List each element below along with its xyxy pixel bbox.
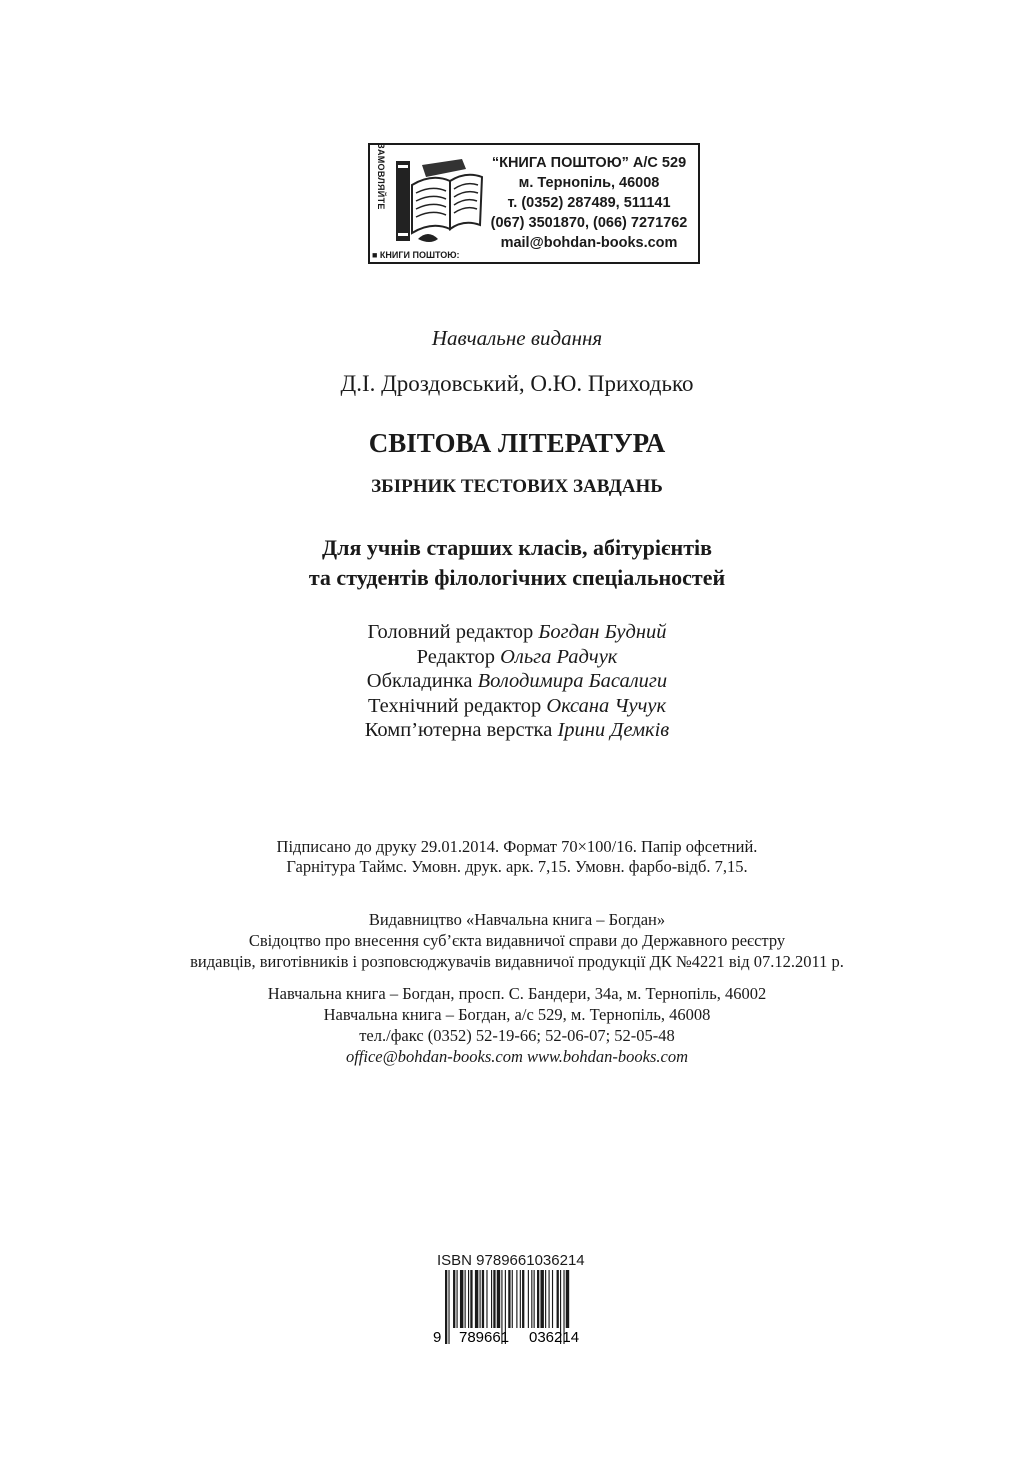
stamp-line: mail@bohdan-books.com bbox=[500, 235, 678, 251]
barcode-bar bbox=[493, 1270, 495, 1328]
stamp-bottom-text: ■ КНИГИ ПОШТОЮ: bbox=[372, 250, 460, 260]
barcode-bar bbox=[460, 1270, 463, 1328]
barcode-bar bbox=[468, 1270, 469, 1328]
credit-name: Ірини Демків bbox=[557, 719, 670, 741]
stamp-line: (067) 3501870, (066) 7271762 bbox=[490, 215, 688, 231]
barcode-bar bbox=[453, 1270, 455, 1328]
authors: Д.І. Дроздовський, О.Ю. Приходько bbox=[340, 371, 694, 396]
publisher-address bbox=[0, 983, 1034, 1067]
barcode-bar bbox=[508, 1270, 510, 1328]
publisher-line: Свідоцтво про внесення суб’єкта видавничої справи до Державного реєстру bbox=[248, 931, 786, 950]
barcode-bar bbox=[475, 1270, 478, 1328]
audience-line: Для учнів старших класів, абітурієнтів bbox=[321, 535, 713, 560]
credit-role: Редактор bbox=[416, 645, 495, 668]
isbn-label: ISBN 9789661036214 bbox=[437, 1252, 585, 1269]
stamp-line: м. Тернопіль, 46008 bbox=[518, 175, 660, 191]
credit-name: Ольга Радчук bbox=[500, 645, 618, 668]
barcode-bar bbox=[486, 1270, 487, 1328]
barcode-bar bbox=[512, 1270, 513, 1328]
book-subtitle: ЗБІРНИК ТЕСТОВИХ ЗАВДАНЬ bbox=[371, 476, 663, 497]
barcode-bar bbox=[497, 1270, 500, 1328]
barcode-digits-right: 036214 bbox=[529, 1329, 580, 1346]
credit-line bbox=[0, 694, 1034, 719]
barcode-digits-left: 789661 bbox=[459, 1329, 510, 1346]
target-audience bbox=[0, 533, 1034, 593]
credit-line bbox=[0, 718, 1034, 743]
stamp-side-text: ЗАМОВЛЯЙТЕ bbox=[376, 143, 386, 210]
barcode-bar bbox=[522, 1270, 524, 1328]
stamp-line: т. (0352) 287489, 511141 bbox=[507, 195, 671, 211]
address-line: Навчальна книга – Богдан, просп. С. Бандери, 34а, м. Тернопіль, 46002 bbox=[267, 984, 767, 1003]
print-info-line: Підписано до друку 29.01.2014. Формат 70×100/16. Папір офсетний. bbox=[276, 837, 758, 856]
barcode-bar bbox=[457, 1270, 458, 1328]
publisher-info bbox=[0, 909, 1034, 972]
stamp-contact-lines bbox=[480, 153, 698, 253]
credit-role: Головний редактор bbox=[367, 621, 534, 643]
barcode-bar bbox=[528, 1270, 529, 1328]
print-info-line: Гарнітура Таймс. Умовн. друк. арк. 7,15. Умовн. фарбо-відб. 7,15. bbox=[286, 857, 748, 876]
credit-line bbox=[0, 669, 1034, 694]
print-info bbox=[0, 837, 1034, 877]
barcode-bar bbox=[482, 1270, 484, 1328]
stamp-side-strip bbox=[370, 145, 392, 262]
barcode-bar bbox=[470, 1270, 472, 1328]
barcode-bar bbox=[480, 1270, 481, 1328]
address-line: Навчальна книга – Богдан, а/с 529, м. Тернопіль, 46008 bbox=[323, 1005, 711, 1024]
credit-name: Оксана Чучук bbox=[546, 694, 667, 717]
credit-line bbox=[0, 620, 1034, 645]
publisher-line: видавців, виготівників і розповсюджувачів видавничої продукції ДК №4221 від 07.12.2011 р. bbox=[190, 952, 844, 971]
edition-type: Навчальне видання bbox=[431, 326, 603, 350]
barcode-bar bbox=[557, 1270, 559, 1328]
publisher-line: Видавництво «Навчальна книга – Богдан» bbox=[368, 910, 666, 929]
address-line: тел./факс (0352) 52-19-66; 52-06-07; 52-05-48 bbox=[359, 1026, 675, 1045]
barcode-bar bbox=[531, 1270, 532, 1328]
barcode-bar bbox=[516, 1270, 517, 1328]
barcode-bar bbox=[566, 1270, 569, 1328]
book-title: СВІТОВА ЛІТЕРАТУРА bbox=[368, 428, 666, 458]
barcode-bar bbox=[491, 1270, 492, 1328]
barcode-bar bbox=[540, 1270, 543, 1328]
credit-role: Технічний редактор bbox=[367, 694, 542, 717]
barcode-bar bbox=[448, 1270, 449, 1344]
barcode-bar bbox=[549, 1270, 550, 1328]
barcode bbox=[429, 1270, 605, 1346]
credits bbox=[0, 620, 1034, 743]
barcode-bar bbox=[545, 1270, 546, 1328]
mail-order-stamp bbox=[368, 143, 700, 264]
credit-line bbox=[0, 645, 1034, 670]
barcode-bar bbox=[537, 1270, 539, 1328]
barcode-bar bbox=[445, 1270, 447, 1344]
credit-name: Володимира Басалиги bbox=[477, 670, 668, 692]
audience-line: та студентів філологічних спеціальностей bbox=[308, 565, 726, 590]
barcode-bar bbox=[520, 1270, 521, 1328]
credit-role: Обкладинка bbox=[366, 670, 473, 692]
stamp-line: “КНИГА ПОШТОЮ” А/С 529 bbox=[491, 155, 687, 171]
barcode-bar bbox=[552, 1270, 553, 1328]
barcode-bar bbox=[465, 1270, 466, 1328]
barcode-bar bbox=[534, 1270, 535, 1328]
credit-name: Богдан Будний bbox=[538, 621, 667, 643]
books-icon bbox=[392, 155, 484, 247]
barcode-digit-first: 9 bbox=[433, 1329, 442, 1346]
web-contacts: office@bohdan-books.com www.bohdan-books.com bbox=[345, 1047, 689, 1066]
credit-role: Комп’ютерна верстка bbox=[364, 719, 553, 741]
